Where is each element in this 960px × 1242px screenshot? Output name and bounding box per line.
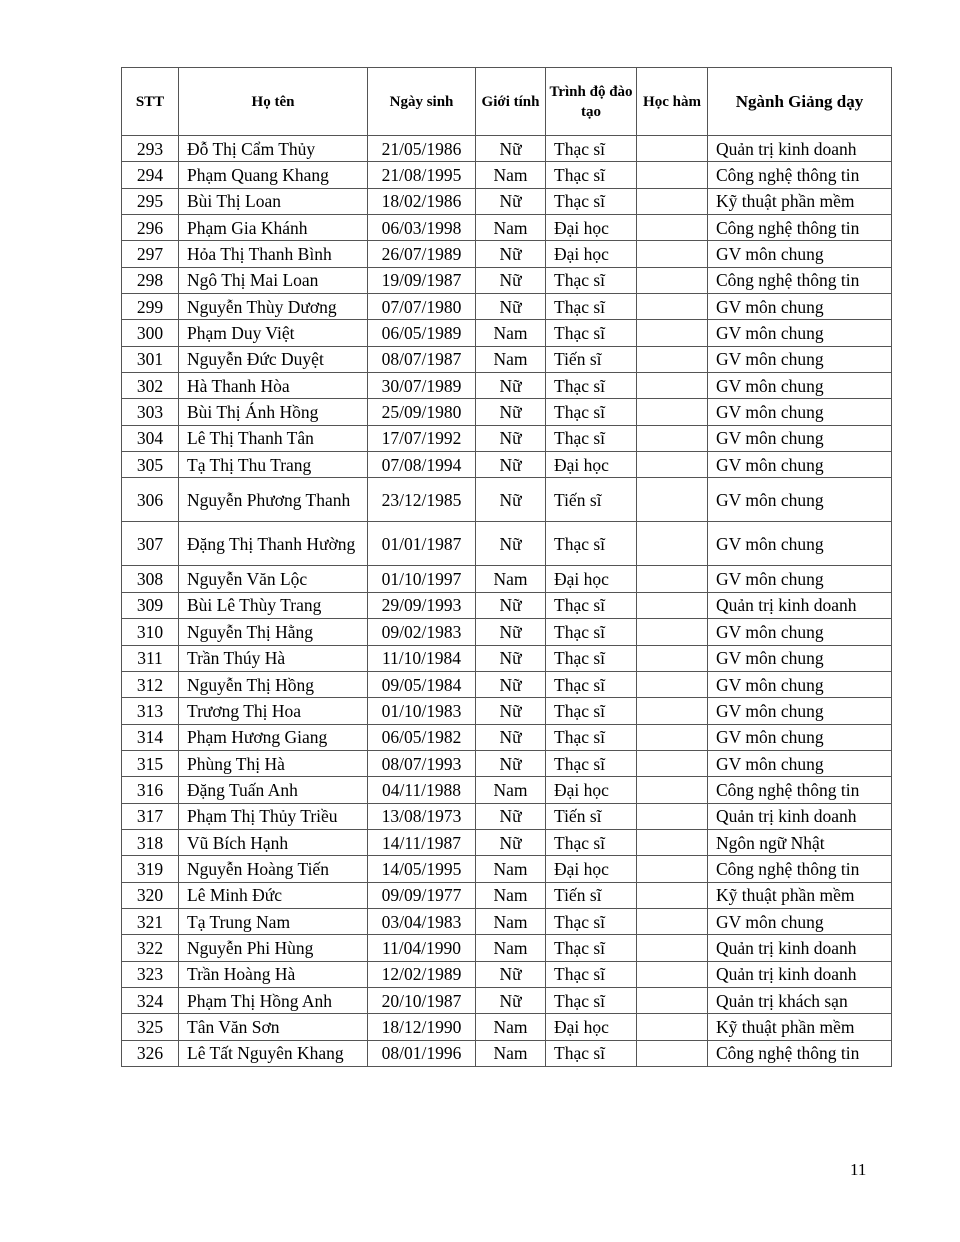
- cell-title: [637, 777, 708, 803]
- cell-stt: 306: [122, 478, 179, 522]
- cell-name: Lê Tất Nguyên Khang: [179, 1040, 368, 1066]
- cell-dob: 30/07/1989: [368, 373, 476, 399]
- cell-title: [637, 961, 708, 987]
- cell-gender: Nữ: [476, 619, 546, 645]
- cell-stt: 320: [122, 882, 179, 908]
- cell-name: Nguyễn Thùy Dương: [179, 294, 368, 320]
- cell-stt: 321: [122, 908, 179, 934]
- cell-name: Ngô Thị Mai Loan: [179, 267, 368, 293]
- cell-stt: 324: [122, 987, 179, 1013]
- cell-major: Công nghệ thông tin: [708, 1040, 892, 1066]
- cell-title: [637, 750, 708, 776]
- cell-dob: 19/09/1987: [368, 267, 476, 293]
- cell-degree: Đại học: [546, 777, 637, 803]
- cell-major: Công nghệ thông tin: [708, 856, 892, 882]
- cell-name: Tân Văn Sơn: [179, 1014, 368, 1040]
- table-row: [122, 750, 892, 776]
- table-row: [122, 724, 892, 750]
- cell-stt: 303: [122, 399, 179, 425]
- cell-gender: Nữ: [476, 522, 546, 566]
- cell-gender: Nam: [476, 320, 546, 346]
- cell-title: [637, 592, 708, 618]
- cell-major: Quản trị kinh doanh: [708, 935, 892, 961]
- cell-gender: Nữ: [476, 478, 546, 522]
- header-hoc-ham: Học hàm: [637, 68, 708, 136]
- cell-dob: 09/02/1983: [368, 619, 476, 645]
- cell-major: Kỹ thuật phần mềm: [708, 1014, 892, 1040]
- cell-dob: 26/07/1989: [368, 241, 476, 267]
- cell-title: [637, 267, 708, 293]
- cell-title: [637, 215, 708, 241]
- cell-name: Nguyễn Phi Hùng: [179, 935, 368, 961]
- cell-gender: Nam: [476, 346, 546, 372]
- cell-major: Công nghệ thông tin: [708, 777, 892, 803]
- cell-gender: Nữ: [476, 592, 546, 618]
- cell-major: GV môn chung: [708, 425, 892, 451]
- cell-title: [637, 671, 708, 697]
- cell-degree: Thạc sĩ: [546, 162, 637, 188]
- table-row: [122, 856, 892, 882]
- cell-gender: Nam: [476, 856, 546, 882]
- table-row: [122, 882, 892, 908]
- cell-gender: Nam: [476, 215, 546, 241]
- cell-name: Hỏa Thị Thanh Bình: [179, 241, 368, 267]
- cell-major: GV môn chung: [708, 399, 892, 425]
- cell-name: Bùi Thị Loan: [179, 188, 368, 214]
- cell-gender: Nữ: [476, 724, 546, 750]
- cell-degree: Thạc sĩ: [546, 961, 637, 987]
- cell-name: Nguyễn Hoàng Tiến: [179, 856, 368, 882]
- cell-degree: Đại học: [546, 452, 637, 478]
- table-row: [122, 294, 892, 320]
- cell-degree: Đại học: [546, 856, 637, 882]
- cell-name: Phạm Thị Hồng Anh: [179, 987, 368, 1013]
- cell-dob: 12/02/1989: [368, 961, 476, 987]
- cell-gender: Nữ: [476, 645, 546, 671]
- cell-name: Phạm Quang Khang: [179, 162, 368, 188]
- cell-degree: Thạc sĩ: [546, 373, 637, 399]
- cell-gender: Nữ: [476, 373, 546, 399]
- cell-dob: 01/01/1987: [368, 522, 476, 566]
- table-row: [122, 645, 892, 671]
- table-row: [122, 346, 892, 372]
- cell-stt: 309: [122, 592, 179, 618]
- cell-title: [637, 241, 708, 267]
- table-row: [122, 566, 892, 592]
- header-ngay-sinh: Ngày sinh: [368, 68, 476, 136]
- cell-dob: 11/04/1990: [368, 935, 476, 961]
- cell-gender: Nam: [476, 1014, 546, 1040]
- cell-dob: 01/10/1997: [368, 566, 476, 592]
- cell-gender: Nam: [476, 566, 546, 592]
- cell-stt: 313: [122, 698, 179, 724]
- cell-stt: 318: [122, 829, 179, 855]
- table-row: [122, 399, 892, 425]
- cell-gender: Nữ: [476, 961, 546, 987]
- cell-name: Trương Thị Hoa: [179, 698, 368, 724]
- cell-major: GV môn chung: [708, 522, 892, 566]
- cell-gender: Nữ: [476, 267, 546, 293]
- cell-degree: Thạc sĩ: [546, 592, 637, 618]
- cell-major: GV môn chung: [708, 241, 892, 267]
- cell-stt: 296: [122, 215, 179, 241]
- cell-title: [637, 425, 708, 451]
- header-gioi-tinh: Giới tính: [476, 68, 546, 136]
- cell-gender: Nam: [476, 908, 546, 934]
- cell-title: [637, 162, 708, 188]
- cell-title: [637, 645, 708, 671]
- page-number: 11: [850, 1160, 867, 1179]
- cell-dob: 07/08/1994: [368, 452, 476, 478]
- cell-major: GV môn chung: [708, 750, 892, 776]
- cell-dob: 14/11/1987: [368, 829, 476, 855]
- cell-dob: 25/09/1980: [368, 399, 476, 425]
- cell-name: Nguyễn Văn Lộc: [179, 566, 368, 592]
- cell-major: GV môn chung: [708, 724, 892, 750]
- table-row: [122, 987, 892, 1013]
- cell-name: Vũ Bích Hạnh: [179, 829, 368, 855]
- cell-degree: Thạc sĩ: [546, 908, 637, 934]
- cell-major: Quản trị kinh doanh: [708, 592, 892, 618]
- cell-dob: 07/07/1980: [368, 294, 476, 320]
- cell-name: Đặng Tuấn Anh: [179, 777, 368, 803]
- cell-major: Công nghệ thông tin: [708, 162, 892, 188]
- cell-dob: 18/02/1986: [368, 188, 476, 214]
- cell-major: Quản trị kinh doanh: [708, 961, 892, 987]
- cell-degree: Thạc sĩ: [546, 987, 637, 1013]
- cell-title: [637, 399, 708, 425]
- cell-name: Lê Thị Thanh Tân: [179, 425, 368, 451]
- cell-stt: 294: [122, 162, 179, 188]
- cell-title: [637, 908, 708, 934]
- cell-gender: Nữ: [476, 188, 546, 214]
- cell-degree: Tiến sĩ: [546, 478, 637, 522]
- cell-gender: Nữ: [476, 452, 546, 478]
- cell-dob: 06/03/1998: [368, 215, 476, 241]
- cell-stt: 305: [122, 452, 179, 478]
- cell-degree: Thạc sĩ: [546, 136, 637, 162]
- cell-name: Lê Minh Đức: [179, 882, 368, 908]
- cell-dob: 13/08/1973: [368, 803, 476, 829]
- cell-gender: Nữ: [476, 750, 546, 776]
- cell-stt: 316: [122, 777, 179, 803]
- table-row: [122, 267, 892, 293]
- cell-major: GV môn chung: [708, 908, 892, 934]
- cell-name: Đặng Thị Thanh Hường: [179, 522, 368, 566]
- cell-gender: Nữ: [476, 399, 546, 425]
- cell-stt: 322: [122, 935, 179, 961]
- cell-stt: 319: [122, 856, 179, 882]
- cell-major: GV môn chung: [708, 478, 892, 522]
- cell-title: [637, 724, 708, 750]
- cell-title: [637, 935, 708, 961]
- cell-stt: 295: [122, 188, 179, 214]
- cell-name: Phạm Hương Giang: [179, 724, 368, 750]
- cell-title: [637, 294, 708, 320]
- cell-major: Công nghệ thông tin: [708, 267, 892, 293]
- cell-name: Nguyễn Thị Hằng: [179, 619, 368, 645]
- cell-stt: 326: [122, 1040, 179, 1066]
- table-row: [122, 452, 892, 478]
- cell-name: Phạm Gia Khánh: [179, 215, 368, 241]
- table-row: [122, 803, 892, 829]
- cell-name: Trần Thúy Hà: [179, 645, 368, 671]
- cell-major: GV môn chung: [708, 346, 892, 372]
- table-row: [122, 908, 892, 934]
- cell-major: Quản trị kinh doanh: [708, 803, 892, 829]
- cell-degree: Tiến sĩ: [546, 346, 637, 372]
- cell-degree: Đại học: [546, 241, 637, 267]
- cell-gender: Nữ: [476, 698, 546, 724]
- table-row: [122, 478, 892, 522]
- table-row: [122, 136, 892, 162]
- cell-name: Đỗ Thị Cẩm Thủy: [179, 136, 368, 162]
- cell-name: Nguyễn Thị Hồng: [179, 671, 368, 697]
- cell-title: [637, 522, 708, 566]
- table-row: [122, 671, 892, 697]
- cell-gender: Nữ: [476, 803, 546, 829]
- cell-name: Nguyễn Phương Thanh: [179, 478, 368, 522]
- table-row: [122, 777, 892, 803]
- cell-major: GV môn chung: [708, 698, 892, 724]
- cell-degree: Thạc sĩ: [546, 619, 637, 645]
- cell-title: [637, 698, 708, 724]
- cell-gender: Nữ: [476, 241, 546, 267]
- cell-name: Nguyễn Đức Duyệt: [179, 346, 368, 372]
- cell-name: Bùi Thị Ánh Hồng: [179, 399, 368, 425]
- cell-dob: 08/01/1996: [368, 1040, 476, 1066]
- cell-title: [637, 619, 708, 645]
- cell-stt: 304: [122, 425, 179, 451]
- cell-gender: Nữ: [476, 136, 546, 162]
- cell-degree: Thạc sĩ: [546, 399, 637, 425]
- cell-title: [637, 1040, 708, 1066]
- cell-major: GV môn chung: [708, 671, 892, 697]
- cell-name: Tạ Thị Thu Trang: [179, 452, 368, 478]
- table-row: [122, 619, 892, 645]
- cell-gender: Nữ: [476, 829, 546, 855]
- cell-dob: 14/05/1995: [368, 856, 476, 882]
- header-trinh-do: Trình độ đào tạo: [546, 68, 637, 136]
- cell-dob: 08/07/1993: [368, 750, 476, 776]
- table-row: [122, 373, 892, 399]
- cell-title: [637, 346, 708, 372]
- cell-name: Phùng Thị Hà: [179, 750, 368, 776]
- cell-major: Kỹ thuật phần mềm: [708, 882, 892, 908]
- cell-title: [637, 136, 708, 162]
- cell-title: [637, 566, 708, 592]
- cell-major: Quản trị kinh doanh: [708, 136, 892, 162]
- cell-dob: 03/04/1983: [368, 908, 476, 934]
- cell-stt: 314: [122, 724, 179, 750]
- cell-stt: 307: [122, 522, 179, 566]
- cell-dob: 23/12/1985: [368, 478, 476, 522]
- cell-degree: Đại học: [546, 1014, 637, 1040]
- cell-dob: 06/05/1989: [368, 320, 476, 346]
- cell-gender: Nam: [476, 882, 546, 908]
- cell-major: GV môn chung: [708, 373, 892, 399]
- cell-dob: 18/12/1990: [368, 1014, 476, 1040]
- cell-name: Tạ Trung Nam: [179, 908, 368, 934]
- cell-stt: 315: [122, 750, 179, 776]
- cell-degree: Tiến sĩ: [546, 803, 637, 829]
- cell-degree: Thạc sĩ: [546, 698, 637, 724]
- table-row: [122, 592, 892, 618]
- cell-stt: 297: [122, 241, 179, 267]
- cell-stt: 317: [122, 803, 179, 829]
- table-body: [122, 136, 892, 1067]
- cell-gender: Nữ: [476, 671, 546, 697]
- cell-name: Bùi Lê Thùy Trang: [179, 592, 368, 618]
- cell-degree: Thạc sĩ: [546, 829, 637, 855]
- cell-dob: 01/10/1983: [368, 698, 476, 724]
- cell-stt: 325: [122, 1014, 179, 1040]
- table-row: [122, 961, 892, 987]
- cell-dob: 04/11/1988: [368, 777, 476, 803]
- cell-major: GV môn chung: [708, 320, 892, 346]
- table-row: [122, 188, 892, 214]
- cell-dob: 20/10/1987: [368, 987, 476, 1013]
- cell-title: [637, 478, 708, 522]
- cell-major: GV môn chung: [708, 645, 892, 671]
- cell-stt: 308: [122, 566, 179, 592]
- cell-degree: Thạc sĩ: [546, 1040, 637, 1066]
- table-header-row: [122, 68, 892, 136]
- header-stt: STT: [122, 68, 179, 136]
- cell-degree: Đại học: [546, 566, 637, 592]
- cell-title: [637, 829, 708, 855]
- table-row: [122, 320, 892, 346]
- cell-major: GV môn chung: [708, 566, 892, 592]
- table-row: [122, 215, 892, 241]
- cell-gender: Nữ: [476, 294, 546, 320]
- cell-degree: Thạc sĩ: [546, 671, 637, 697]
- cell-stt: 310: [122, 619, 179, 645]
- cell-title: [637, 188, 708, 214]
- cell-name: Phạm Thị Thủy Triều: [179, 803, 368, 829]
- cell-title: [637, 452, 708, 478]
- cell-degree: Tiến sĩ: [546, 882, 637, 908]
- cell-gender: Nữ: [476, 425, 546, 451]
- cell-major: Quản trị khách sạn: [708, 987, 892, 1013]
- cell-degree: Thạc sĩ: [546, 320, 637, 346]
- cell-dob: 21/05/1986: [368, 136, 476, 162]
- cell-dob: 09/09/1977: [368, 882, 476, 908]
- cell-major: GV môn chung: [708, 619, 892, 645]
- cell-gender: Nam: [476, 777, 546, 803]
- header-nganh: Ngành Giảng dạy: [708, 68, 892, 136]
- cell-major: Ngôn ngữ Nhật: [708, 829, 892, 855]
- cell-gender: Nam: [476, 1040, 546, 1066]
- cell-gender: Nam: [476, 935, 546, 961]
- cell-major: GV môn chung: [708, 294, 892, 320]
- cell-title: [637, 882, 708, 908]
- cell-title: [637, 1014, 708, 1040]
- cell-name: Hà Thanh Hòa: [179, 373, 368, 399]
- table-row: [122, 522, 892, 566]
- cell-stt: 311: [122, 645, 179, 671]
- cell-stt: 312: [122, 671, 179, 697]
- header-ho-ten: Họ tên: [179, 68, 368, 136]
- cell-title: [637, 856, 708, 882]
- cell-dob: 21/08/1995: [368, 162, 476, 188]
- table-row: [122, 935, 892, 961]
- cell-degree: Đại học: [546, 215, 637, 241]
- cell-title: [637, 373, 708, 399]
- cell-title: [637, 320, 708, 346]
- cell-gender: Nam: [476, 162, 546, 188]
- cell-stt: 302: [122, 373, 179, 399]
- cell-stt: 300: [122, 320, 179, 346]
- cell-stt: 299: [122, 294, 179, 320]
- cell-name: Phạm Duy Việt: [179, 320, 368, 346]
- cell-degree: Thạc sĩ: [546, 522, 637, 566]
- table-row: [122, 1040, 892, 1066]
- table-row: [122, 162, 892, 188]
- cell-degree: Thạc sĩ: [546, 935, 637, 961]
- cell-dob: 17/07/1992: [368, 425, 476, 451]
- table-row: [122, 241, 892, 267]
- table-row: [122, 1014, 892, 1040]
- cell-stt: 323: [122, 961, 179, 987]
- cell-degree: Thạc sĩ: [546, 750, 637, 776]
- cell-dob: 29/09/1993: [368, 592, 476, 618]
- cell-dob: 11/10/1984: [368, 645, 476, 671]
- lecturer-table: [121, 67, 892, 1067]
- table-row: [122, 698, 892, 724]
- cell-dob: 09/05/1984: [368, 671, 476, 697]
- table-row: [122, 425, 892, 451]
- cell-stt: 301: [122, 346, 179, 372]
- cell-degree: Thạc sĩ: [546, 645, 637, 671]
- cell-major: GV môn chung: [708, 452, 892, 478]
- cell-degree: Thạc sĩ: [546, 724, 637, 750]
- cell-degree: Thạc sĩ: [546, 294, 637, 320]
- cell-major: Kỹ thuật phần mềm: [708, 188, 892, 214]
- cell-title: [637, 803, 708, 829]
- cell-dob: 08/07/1987: [368, 346, 476, 372]
- cell-stt: 293: [122, 136, 179, 162]
- cell-name: Trần Hoàng Hà: [179, 961, 368, 987]
- table-row: [122, 829, 892, 855]
- cell-stt: 298: [122, 267, 179, 293]
- cell-degree: Thạc sĩ: [546, 188, 637, 214]
- cell-gender: Nữ: [476, 987, 546, 1013]
- cell-degree: Thạc sĩ: [546, 267, 637, 293]
- cell-major: Công nghệ thông tin: [708, 215, 892, 241]
- cell-dob: 06/05/1982: [368, 724, 476, 750]
- cell-degree: Thạc sĩ: [546, 425, 637, 451]
- cell-title: [637, 987, 708, 1013]
